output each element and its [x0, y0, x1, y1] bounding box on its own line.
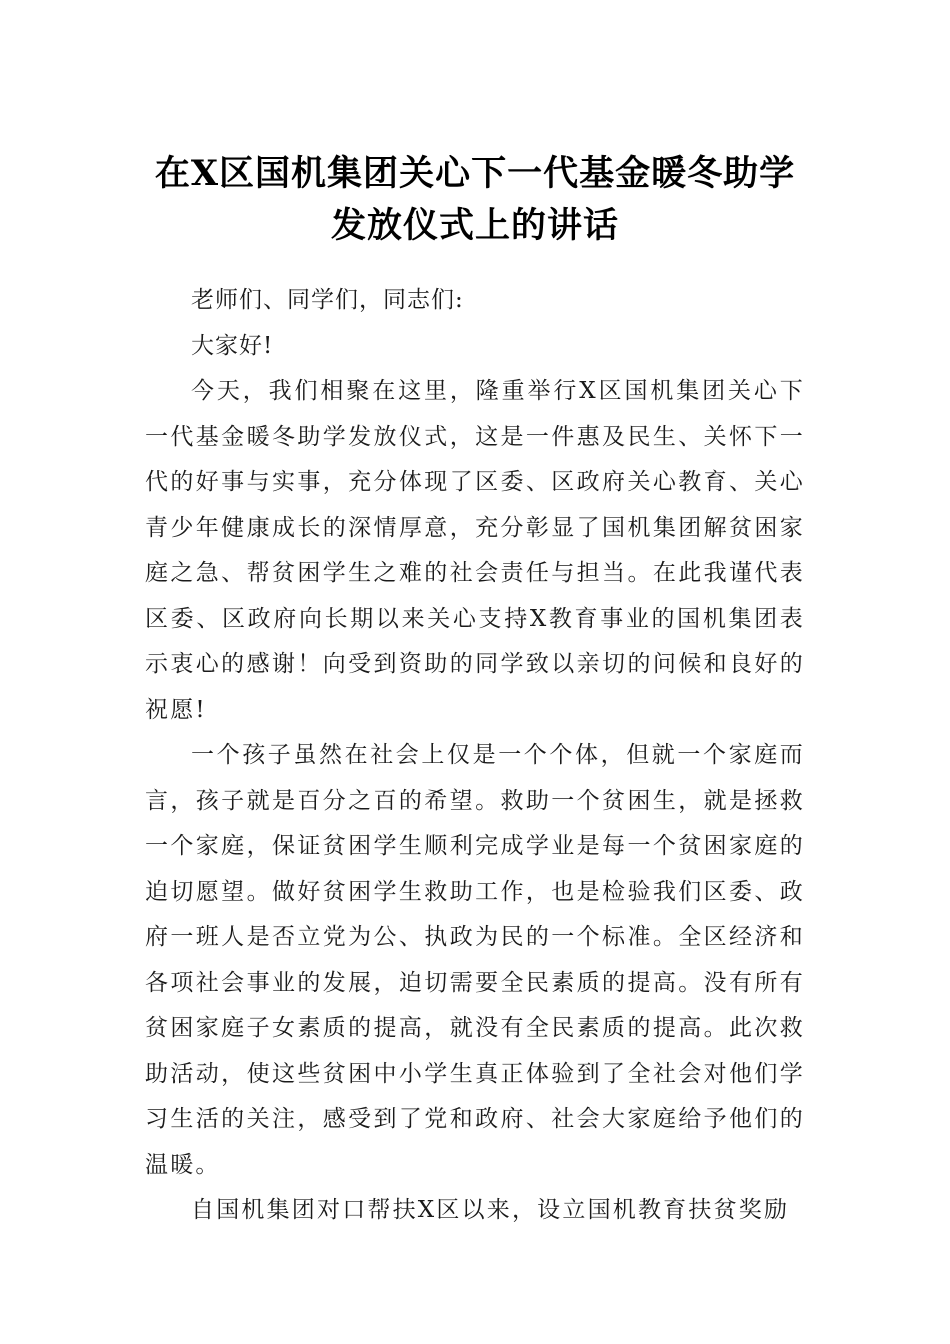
title-line-2: 发放仪式上的讲话	[330, 205, 619, 246]
title-line-1: 在X区国机集团关心下一代基金暖冬助学	[154, 153, 796, 194]
paragraph-3: 自国机集团对口帮扶X区以来，设立国机教育扶贫奖励	[191, 1197, 790, 1223]
paragraph-1: 今天，我们相聚在这里，隆重举行X区国机集团关心下一代基金暖冬助学发放仪式，这是一件惠及民生、关怀下一代的好事与实事，充分体现了区委、区政府关心教育、关心青少年健康成长的深情厚意，充分彰显了国机集团解贫困家庭之急、帮贫困学生之难的社会责任与担当。在此我谨代表区委、区政府向长期以来关心支持X教育事业的国机集团表示衷心的感谢！向受到资助的同学致以亲切的问候和良好的祝愿!	[145, 378, 805, 723]
salutation: 老师们、同学们，同志们:	[191, 287, 464, 313]
document-title	[145, 148, 805, 252]
paragraph-2: 一个孩子虽然在社会上仅是一个个体，但就一个家庭而言，孩子就是百分之百的希望。救助一个贫困生，就是拯救一个家庭，保证贫困学生顺利完成学业是每一个贫困家庭的迫切愿望。做好贫困学生救助工作，也是检验我们区委、政府一班人是否立党为公、执政为民的一个标准。全区经济和各项社会事业的发展，迫切需要全民素质的提高。没有所有贫困家庭子女素质的提高，就没有全民素质的提高。此次救助活动，使这些贫困中小学生真正体验到了全社会对他们学习生活的关注，感受到了党和政府、社会大家庭给予他们的温暖。	[145, 742, 805, 1178]
speech-body	[145, 278, 805, 1234]
greeting: 大家好!	[191, 332, 274, 359]
